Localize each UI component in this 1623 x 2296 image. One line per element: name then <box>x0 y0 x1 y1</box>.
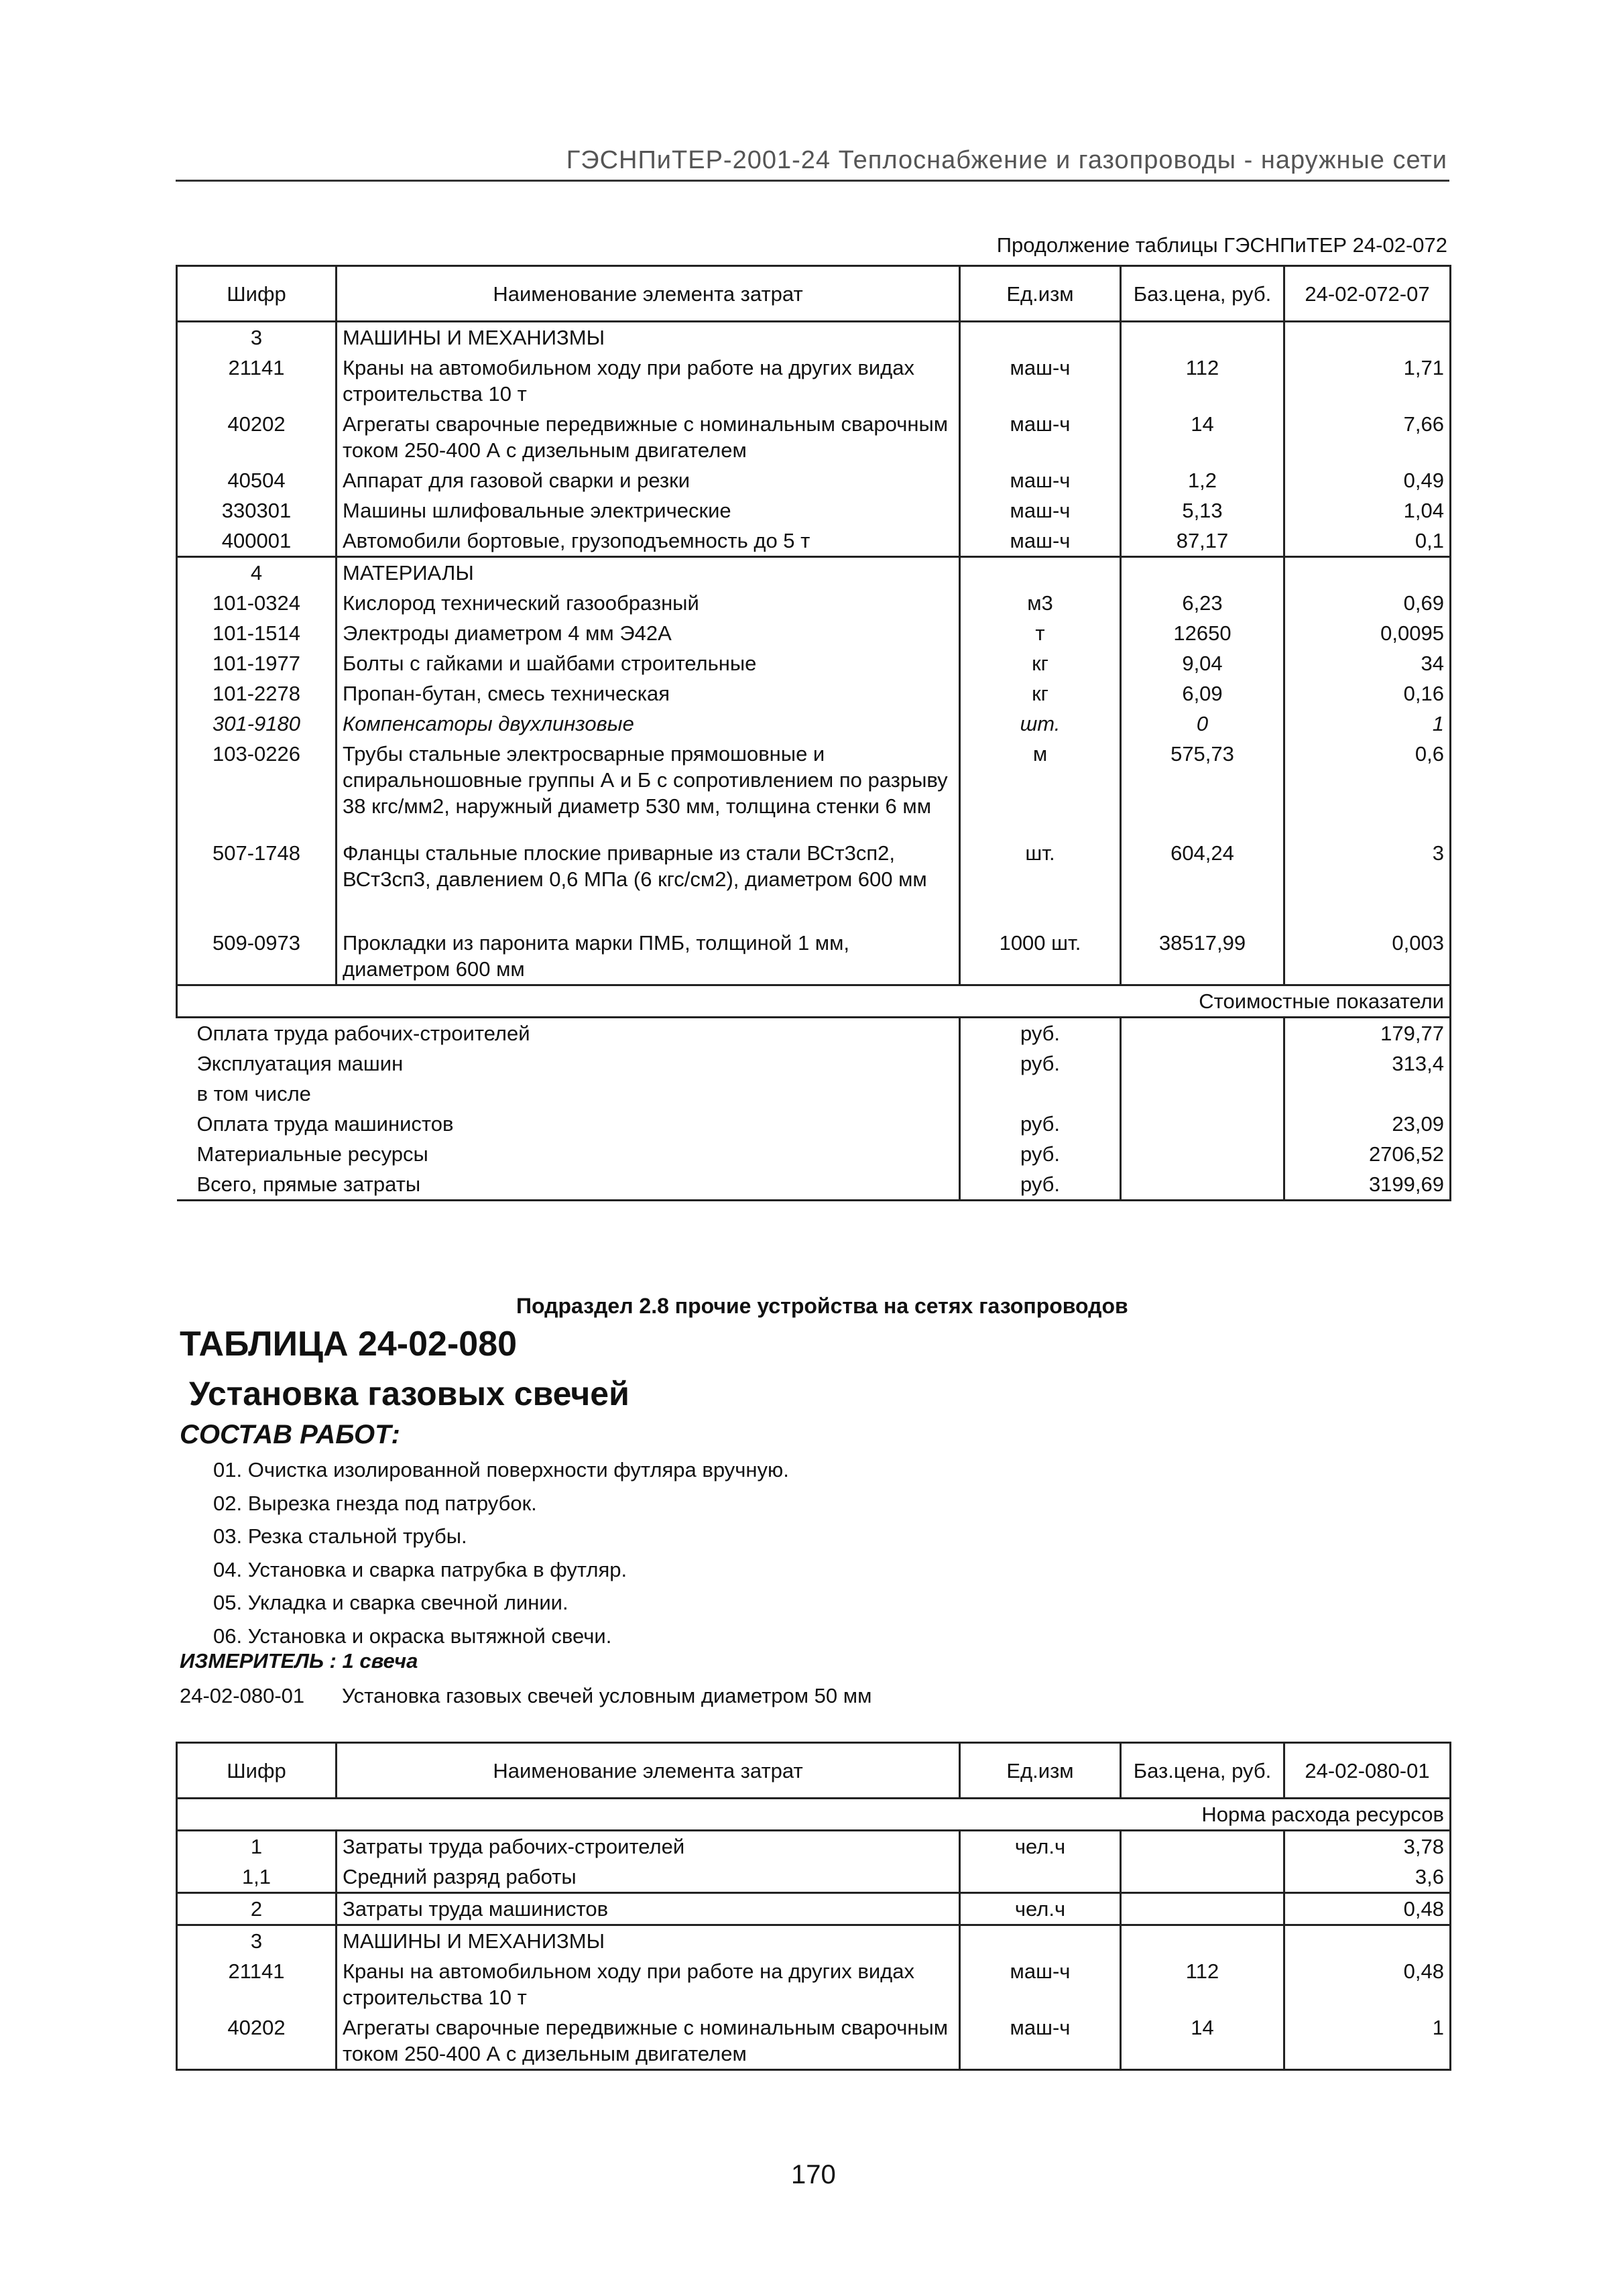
table-row <box>177 928 1451 985</box>
cell-name: Агрегаты сварочные передвижные с номинальным сварочным током 250-400 А с дизельным двигателем <box>337 409 960 465</box>
cell-price: 112 <box>1121 1956 1284 2012</box>
table-row <box>177 557 1451 589</box>
cell-value: 0,16 <box>1284 678 1451 709</box>
cell-name: Автомобили бортовые, грузоподъемность до 5 т <box>337 526 960 557</box>
item-code: 24-02-080-01 <box>180 1684 305 1707</box>
cell-unit <box>960 322 1121 353</box>
cost-table-24-02-072 <box>176 265 1451 1201</box>
cell-value: 0,1 <box>1284 526 1451 557</box>
table-row <box>177 1925 1451 1957</box>
cell-code: 3 <box>177 1925 337 1957</box>
cell-unit: кг <box>960 678 1121 709</box>
cost-row <box>177 1139 1451 1169</box>
cost-unit: руб. <box>960 1048 1121 1079</box>
cell-code: 3 <box>177 322 337 353</box>
cell-price: 6,09 <box>1121 678 1284 709</box>
cell-name: МАШИНЫ И МЕХАНИЗМЫ <box>337 322 960 353</box>
col-header-price: Баз.цена, руб. <box>1121 1743 1284 1799</box>
cell-price: 9,04 <box>1121 648 1284 678</box>
cost-row <box>177 1048 1451 1079</box>
cell-name: МАШИНЫ И МЕХАНИЗМЫ <box>337 1925 960 1957</box>
cell-value: 1,71 <box>1284 353 1451 409</box>
cell-name: Фланцы стальные плоские приварные из стали ВСт3сп2, ВСт3сп3, давлением 0,6 МПа (6 кгс/см2), диаметром 600 мм <box>337 838 960 928</box>
table-row <box>177 1831 1451 1862</box>
cost-value: 3199,69 <box>1284 1169 1451 1201</box>
cell-price: 1,2 <box>1121 465 1284 495</box>
cell-price: 575,73 <box>1121 739 1284 838</box>
cell-unit: маш-ч <box>960 495 1121 526</box>
cell-value <box>1284 322 1451 353</box>
cell-unit: чел.ч <box>960 1831 1121 1862</box>
cell-code: 330301 <box>177 495 337 526</box>
cell-value: 3,6 <box>1284 1862 1451 1893</box>
cell-code: 103-0226 <box>177 739 337 838</box>
cost-label: Эксплуатация машин <box>196 1052 404 1075</box>
cost-empty <box>1121 1018 1284 1049</box>
cell-name: Электроды диаметром 4 мм Э42А <box>337 618 960 648</box>
cell-price: 5,13 <box>1121 495 1284 526</box>
cost-value: 23,09 <box>1284 1109 1451 1139</box>
meter-label: ИЗМЕРИТЕЛЬ : 1 свеча <box>180 1649 418 1673</box>
cell-unit: чел.ч <box>960 1893 1121 1925</box>
cell-unit: 1000 шт. <box>960 928 1121 985</box>
table-row <box>177 2012 1451 2070</box>
table-row <box>177 495 1451 526</box>
table-label: ТАБЛИЦА 24-02-080 <box>180 1325 518 1364</box>
cell-value: 1 <box>1284 2012 1451 2070</box>
cell-name: Трубы стальные электросварные прямошовные и спиральношовные группы А и Б с сопротивлением по разрыву 38 кгс/мм2, наружный диаметр 530 мм, толщина стенки 6 мм <box>337 739 960 838</box>
cell-value: 7,66 <box>1284 409 1451 465</box>
cell-unit <box>960 1925 1121 1957</box>
col-header-price: Баз.цена, руб. <box>1121 266 1284 322</box>
table-row <box>177 526 1451 557</box>
cell-value: 0,003 <box>1284 928 1451 985</box>
table-row <box>177 353 1451 409</box>
table-subtitle: Установка газовых свечей <box>189 1375 629 1412</box>
cell-value: 1 <box>1284 709 1451 739</box>
cost-unit: руб. <box>960 1109 1121 1139</box>
cell-code: 101-1514 <box>177 618 337 648</box>
cell-code: 40504 <box>177 465 337 495</box>
table-row <box>177 1862 1451 1893</box>
cell-unit: маш-ч <box>960 465 1121 495</box>
cell-code: 40202 <box>177 409 337 465</box>
norm-header-row <box>177 1799 1451 1831</box>
cell-price <box>1121 557 1284 589</box>
cell-name: Краны на автомобильном ходу при работе на других видах строительства 10 т <box>337 1956 960 2012</box>
cell-price: 6,23 <box>1121 588 1284 618</box>
cell-value: 0,0095 <box>1284 618 1451 648</box>
cell-price: 112 <box>1121 353 1284 409</box>
table-row <box>177 588 1451 618</box>
cost-label: Оплата труда машинистов <box>196 1112 454 1136</box>
cell-code: 40202 <box>177 2012 337 2070</box>
cell-code: 101-2278 <box>177 678 337 709</box>
work-composition-heading: СОСТАВ РАБОТ: <box>180 1420 400 1449</box>
col-header-code: Шифр <box>177 1743 337 1799</box>
cost-indicators-header: Стоимостные показатели <box>177 985 1451 1018</box>
page-number: 170 <box>791 2160 836 2189</box>
cost-label: в том числе <box>196 1082 311 1105</box>
cell-unit: м3 <box>960 588 1121 618</box>
cost-row <box>177 1018 1451 1049</box>
table-row <box>177 648 1451 678</box>
table-row <box>177 409 1451 465</box>
col-header-code: Шифр <box>177 266 337 322</box>
cell-code: 21141 <box>177 353 337 409</box>
cell-price <box>1121 322 1284 353</box>
cost-row <box>177 1169 1451 1201</box>
cell-value: 0,48 <box>1284 1893 1451 1925</box>
continuation-title: Продолжение таблицы ГЭСНПиТЕР 24-02-072 <box>996 233 1447 257</box>
table-header-row <box>177 266 1451 322</box>
cell-code: 21141 <box>177 1956 337 2012</box>
running-title: ГЭСНПиТЕР-2001-24 Теплоснабжение и газопроводы - наружные сети <box>566 146 1447 174</box>
cell-unit: маш-ч <box>960 2012 1121 2070</box>
cost-empty <box>1121 1139 1284 1169</box>
list-item: 01. Очистка изолированной поверхности футляра вручную. <box>213 1458 789 1482</box>
subsection-title: Подраздел 2.8 прочие устройства на сетях газопроводов <box>516 1294 1128 1318</box>
cost-empty <box>1121 1169 1284 1201</box>
cell-value: 0,48 <box>1284 1956 1451 2012</box>
work-list <box>213 1453 789 1652</box>
cell-code: 301-9180 <box>177 709 337 739</box>
cell-code: 400001 <box>177 526 337 557</box>
cell-value: 0,49 <box>1284 465 1451 495</box>
cell-price <box>1121 1925 1284 1957</box>
cell-name: Пропан-бутан, смесь техническая <box>337 678 960 709</box>
cell-name: Кислород технический газообразный <box>337 588 960 618</box>
cost-value <box>1284 1079 1451 1109</box>
norm-header: Норма расхода ресурсов <box>177 1799 1451 1831</box>
cell-price: 604,24 <box>1121 838 1284 928</box>
cell-value <box>1284 1925 1451 1957</box>
cost-label: Всего, прямые затраты <box>177 1169 960 1201</box>
cost-unit <box>960 1079 1121 1109</box>
cell-name: Затраты труда машинистов <box>337 1893 960 1925</box>
cell-price: 14 <box>1121 409 1284 465</box>
col-header-value: 24-02-080-01 <box>1284 1743 1451 1799</box>
item-description: Установка газовых свечей условным диаметром 50 мм <box>342 1684 872 1707</box>
cell-price: 38517,99 <box>1121 928 1284 985</box>
cost-unit: руб. <box>960 1169 1121 1201</box>
table-row <box>177 709 1451 739</box>
cost-row <box>177 1109 1451 1139</box>
cell-unit: маш-ч <box>960 409 1121 465</box>
cell-name: МАТЕРИАЛЫ <box>337 557 960 589</box>
cell-name: Краны на автомобильном ходу при работе на других видах строительства 10 т <box>337 353 960 409</box>
cell-name: Средний разряд работы <box>337 1862 960 1893</box>
cell-code: 4 <box>177 557 337 589</box>
table-row <box>177 322 1451 353</box>
cost-empty <box>1121 1079 1284 1109</box>
table-row <box>177 739 1451 838</box>
cell-name: Машины шлифовальные электрические <box>337 495 960 526</box>
col-header-unit: Ед.изм <box>960 266 1121 322</box>
cost-value: 2706,52 <box>1284 1139 1451 1169</box>
cell-code: 1 <box>177 1831 337 1862</box>
cell-name: Прокладки из паронита марки ПМБ, толщиной 1 мм, диаметром 600 мм <box>337 928 960 985</box>
table-row <box>177 465 1451 495</box>
cell-unit: м <box>960 739 1121 838</box>
cell-price: 0 <box>1121 709 1284 739</box>
cell-unit: маш-ч <box>960 353 1121 409</box>
col-header-value: 24-02-072-07 <box>1284 266 1451 322</box>
table-header-row <box>177 1743 1451 1799</box>
table-row <box>177 1893 1451 1925</box>
cost-table-24-02-080 <box>176 1742 1451 2071</box>
list-item: 02. Вырезка гнезда под патрубок. <box>213 1491 537 1515</box>
cell-unit: шт. <box>960 838 1121 928</box>
cell-value: 3,78 <box>1284 1831 1451 1862</box>
cell-name: Болты с гайками и шайбами строительные <box>337 648 960 678</box>
cell-price <box>1121 1893 1284 1925</box>
table-row <box>177 678 1451 709</box>
cell-value: 0,6 <box>1284 739 1451 838</box>
cost-indicators-header-row <box>177 985 1451 1018</box>
cost-label: Материальные ресурсы <box>196 1142 428 1166</box>
cell-code: 507-1748 <box>177 838 337 928</box>
cell-unit: шт. <box>960 709 1121 739</box>
cell-code: 509-0973 <box>177 928 337 985</box>
cell-price <box>1121 1862 1284 1893</box>
list-item: 04. Установка и сварка патрубка в футляр. <box>213 1557 627 1581</box>
cost-label: Оплата труда рабочих-строителей <box>196 1022 530 1045</box>
cell-unit: маш-ч <box>960 1956 1121 2012</box>
header-rule <box>176 180 1449 182</box>
cell-value: 34 <box>1284 648 1451 678</box>
cell-code: 101-0324 <box>177 588 337 618</box>
cell-code: 2 <box>177 1893 337 1925</box>
cell-value <box>1284 557 1451 589</box>
cost-value: 179,77 <box>1284 1018 1451 1049</box>
table-row <box>177 1956 1451 2012</box>
cost-unit: руб. <box>960 1018 1121 1049</box>
cell-price <box>1121 1831 1284 1862</box>
cost-unit: руб. <box>960 1139 1121 1169</box>
list-item: 03. Резка стальной трубы. <box>213 1524 467 1548</box>
cell-value: 1,04 <box>1284 495 1451 526</box>
cell-unit <box>960 1862 1121 1893</box>
cost-value: 313,4 <box>1284 1048 1451 1079</box>
cell-name: Затраты труда рабочих-строителей <box>337 1831 960 1862</box>
cell-code: 101-1977 <box>177 648 337 678</box>
list-item: 05. Укладка и сварка свечной линии. <box>213 1591 568 1614</box>
cell-value: 0,69 <box>1284 588 1451 618</box>
cell-price: 14 <box>1121 2012 1284 2070</box>
table-row <box>177 618 1451 648</box>
cell-price: 87,17 <box>1121 526 1284 557</box>
cell-name: Аппарат для газовой сварки и резки <box>337 465 960 495</box>
cell-name: Компенсаторы двухлинзовые <box>337 709 960 739</box>
table-row <box>177 838 1451 928</box>
list-item: 06. Установка и окраска вытяжной свечи. <box>213 1624 612 1648</box>
cost-empty <box>1121 1109 1284 1139</box>
cell-unit: маш-ч <box>960 526 1121 557</box>
col-header-name: Наименование элемента затрат <box>337 1743 960 1799</box>
cost-row <box>177 1079 1451 1109</box>
col-header-name: Наименование элемента затрат <box>337 266 960 322</box>
cell-value: 3 <box>1284 838 1451 928</box>
cell-unit: т <box>960 618 1121 648</box>
col-header-unit: Ед.изм <box>960 1743 1121 1799</box>
cell-unit: кг <box>960 648 1121 678</box>
cell-unit <box>960 557 1121 589</box>
cell-code: 1,1 <box>177 1862 337 1893</box>
cell-price: 12650 <box>1121 618 1284 648</box>
cost-empty <box>1121 1048 1284 1079</box>
cell-name: Агрегаты сварочные передвижные с номинальным сварочным током 250-400 А с дизельным двигателем <box>337 2012 960 2070</box>
